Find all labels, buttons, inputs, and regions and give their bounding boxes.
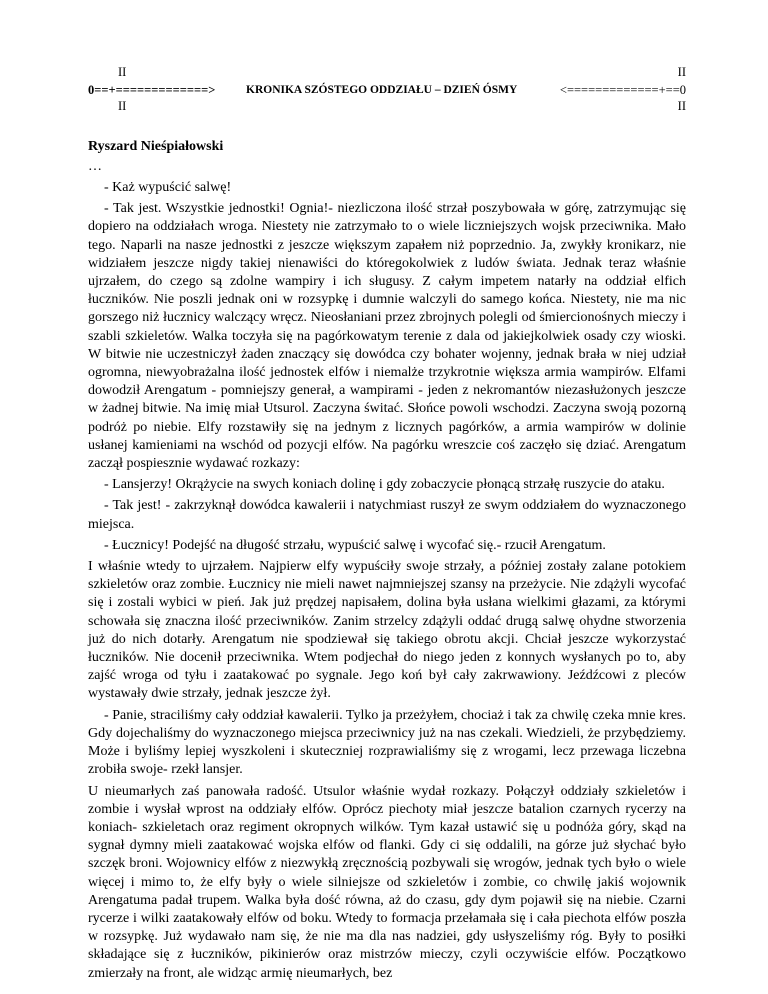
banner-left-arrow: 0==+=============> xyxy=(88,83,216,97)
paragraph: - Panie, straciliśmy cały oddział kawalerii. Tylko ja przeżyłem, chociaż i tak za chwilę czeka mnie kres. Gdy dojechaliśmy do wyznaczonego miejsca przeciwnicy już na nas czekali. Wiedzieli, że przybędziemy. Może i byliśmy lepiej wyszkoleni i skuteczniej rozprawialiśmy się z wrogami, lecz przewaga liczebna zrobiła swoje- rzekł lansjer. xyxy=(88,707,686,778)
paragraph: - Tak jest! - zakrzyknął dowódca kawalerii i natychmiast ruszył ze swym oddziałem do wyznaczonego miejsca. xyxy=(88,498,686,532)
paragraph: - Łucznicy! Podejść na długość strzału, wypuścić salwę i wycofać się.- rzucił Arengatum. xyxy=(104,537,606,553)
paragraph: - Lansjerzy! Okrążycie na swych koniach dolinę i gdy zobaczycie płonącą strzałę ruszycie do ataku. xyxy=(104,477,665,493)
banner-left-bottom: II xyxy=(118,99,127,113)
paragraph: I właśnie wtedy to ujrzałem. Najpierw elfy wypuściły swoje strzały, a później zostały zalane potokiem szkieletów oraz zombie. Łucznicy nie mieli nawet najmniejszej szansy na przeżycie. Nie zdążyli wycofać się i zostali wybici w pień. Jak już prędzej napisałem, dolina była usłana wielkimi głazami, za którymi schowała się znaczna ilość przeciwników. Zanim strzelcy zdążyli oddać drugą salwę ohydne stworzenia już do nich dotarły. Arengatum nie spodziewał się takiego obrotu akcji. Chciał jeszcze wykorzystać łuczników. Nie docenił przeciwnika. Wtem podjechał do niego jeden z konnych wysłanych po to, aby zajść wroga od tyłu i zaatakować po sygnale. Jego koń był cały zakrwawiony. Jeźdźcowi z pleców wystawały dwie strzały, jednak jeszcze żył. xyxy=(88,559,686,702)
paragraph: U nieumarłych zaś panowała radość. Utsulor właśnie wydał rozkazy. Połączył oddziały szkieletów i zombie i wysłał wprost na oddziały elfów. Oprócz piechoty miał jeszcze batalion czarnych rycerzy na koniach- szkieletach oraz regiment okropnych wilków. Tym kazał ustawić się u podnóża góry, skąd na sygnał dymny mieli zaatakować wojska elfów od flanki. Gdy ci się oddalili, na górze już słychać było szczęk broni. Wojownicy elfów z niezwykłą zręcznością pozbywali się wrogów, jednak tych było o wiele więcej i mimo to, że elfy były o wiele silniejsze od szkieletów i zombie, co chwilę jakiś wojownik Arengatuma padał trupem. Walka była dość równa, aż do czasu, gdy dym pojawił się na niebie. Czarni rycerze i wilki zaatakowały elfów od boku. Wtedy to formacja przełamała się i cała piechota elfów poszła w rozsypkę. Już wydawało nam się, że nie ma dla nas nadziei, gdy usłyszeliśmy róg. Były to posiłki składające się z łuczników, pikinierów oraz mistrzów mieczy, czyli oczywiście elfów. Początkowo zmierzały na front, ale widząc armię nieumarłych, bez xyxy=(88,783,686,981)
paragraph: - Tak jest. Wszystkie jednostki! Ognia!- niezliczona ilość strzał poszybowała w górę, zatrzymując się dopiero na oddziałach wroga. Niestety nie zatrzymało to o wiele liczniejszych wojsk przeciwnika. Mało tego. Naparli na nasze jednostki z jeszcze większym zapałem niż poprzednio. Ja, zwykły kronikarz, nie widziałem jeszcze nigdy takiej nienawiści do któregokolwiek z ludów świata. Jednak teraz właśnie ujrzałem, do czego są zdolne wampiry i ich sługusy. Z całym impetem natarły na oddział elfich łuczników. Nie poszli jednak oni w rozsypkę i dumnie walczyli do samego końca. Niestety, nie ma nic gorszego niż łucznicy walczący wręcz. Nieosłaniani przez zbrojnych polegli od śmiercionośnych mieczy i szabli szkieletów. Walka toczyła się na pagórkowatym terenie z dala od jakiejkolwiek osady czy wioski. W bitwie nie uczestniczył żaden znaczący się dowódca czy bohater wojenny, jednak brała w niej udział ogromna, niewyobrażalna ilość jednostek elfów i niemalże trzykrotnie większa armia wampirów. Elfami dowodził Arengatum - pomniejszy generał, a wampirami - jeden z nekromantów niezasłużonych jeszcze w żadnej bitwie. Na imię miał Utsurol. Zaczyna świtać. Słońce powoli wschodzi. Zaczyna swoją pozorną podróż po niebie. Elfy rozstawiły się na jednym z licznych pagórków, a armia wampirów w dolinie usłanej kamieniami na wschód od pozycji elfów. Na pagórku wreszcie coś zaczęło się dziać. Arengatum zaczął pospiesznie wydawać rozkazy: xyxy=(88,201,686,472)
banner-right-bottom: II xyxy=(677,99,686,113)
chronicle-body xyxy=(88,179,686,983)
ellipsis: … xyxy=(88,159,102,174)
chronicle-title: KRONIKA SZÓSTEGO ODDZIAŁU – DZIEŃ ÓSMY xyxy=(246,84,518,96)
author-name: Ryszard Nieśpiałowski xyxy=(88,139,224,154)
banner-right-arrow: <=============+==0 xyxy=(559,83,686,97)
header-banner xyxy=(88,64,686,112)
paragraph: - Każ wypuścić salwę! xyxy=(104,180,232,195)
document-page xyxy=(88,64,686,983)
banner-left-top: II xyxy=(118,65,127,79)
banner-right-top: II xyxy=(677,65,686,79)
